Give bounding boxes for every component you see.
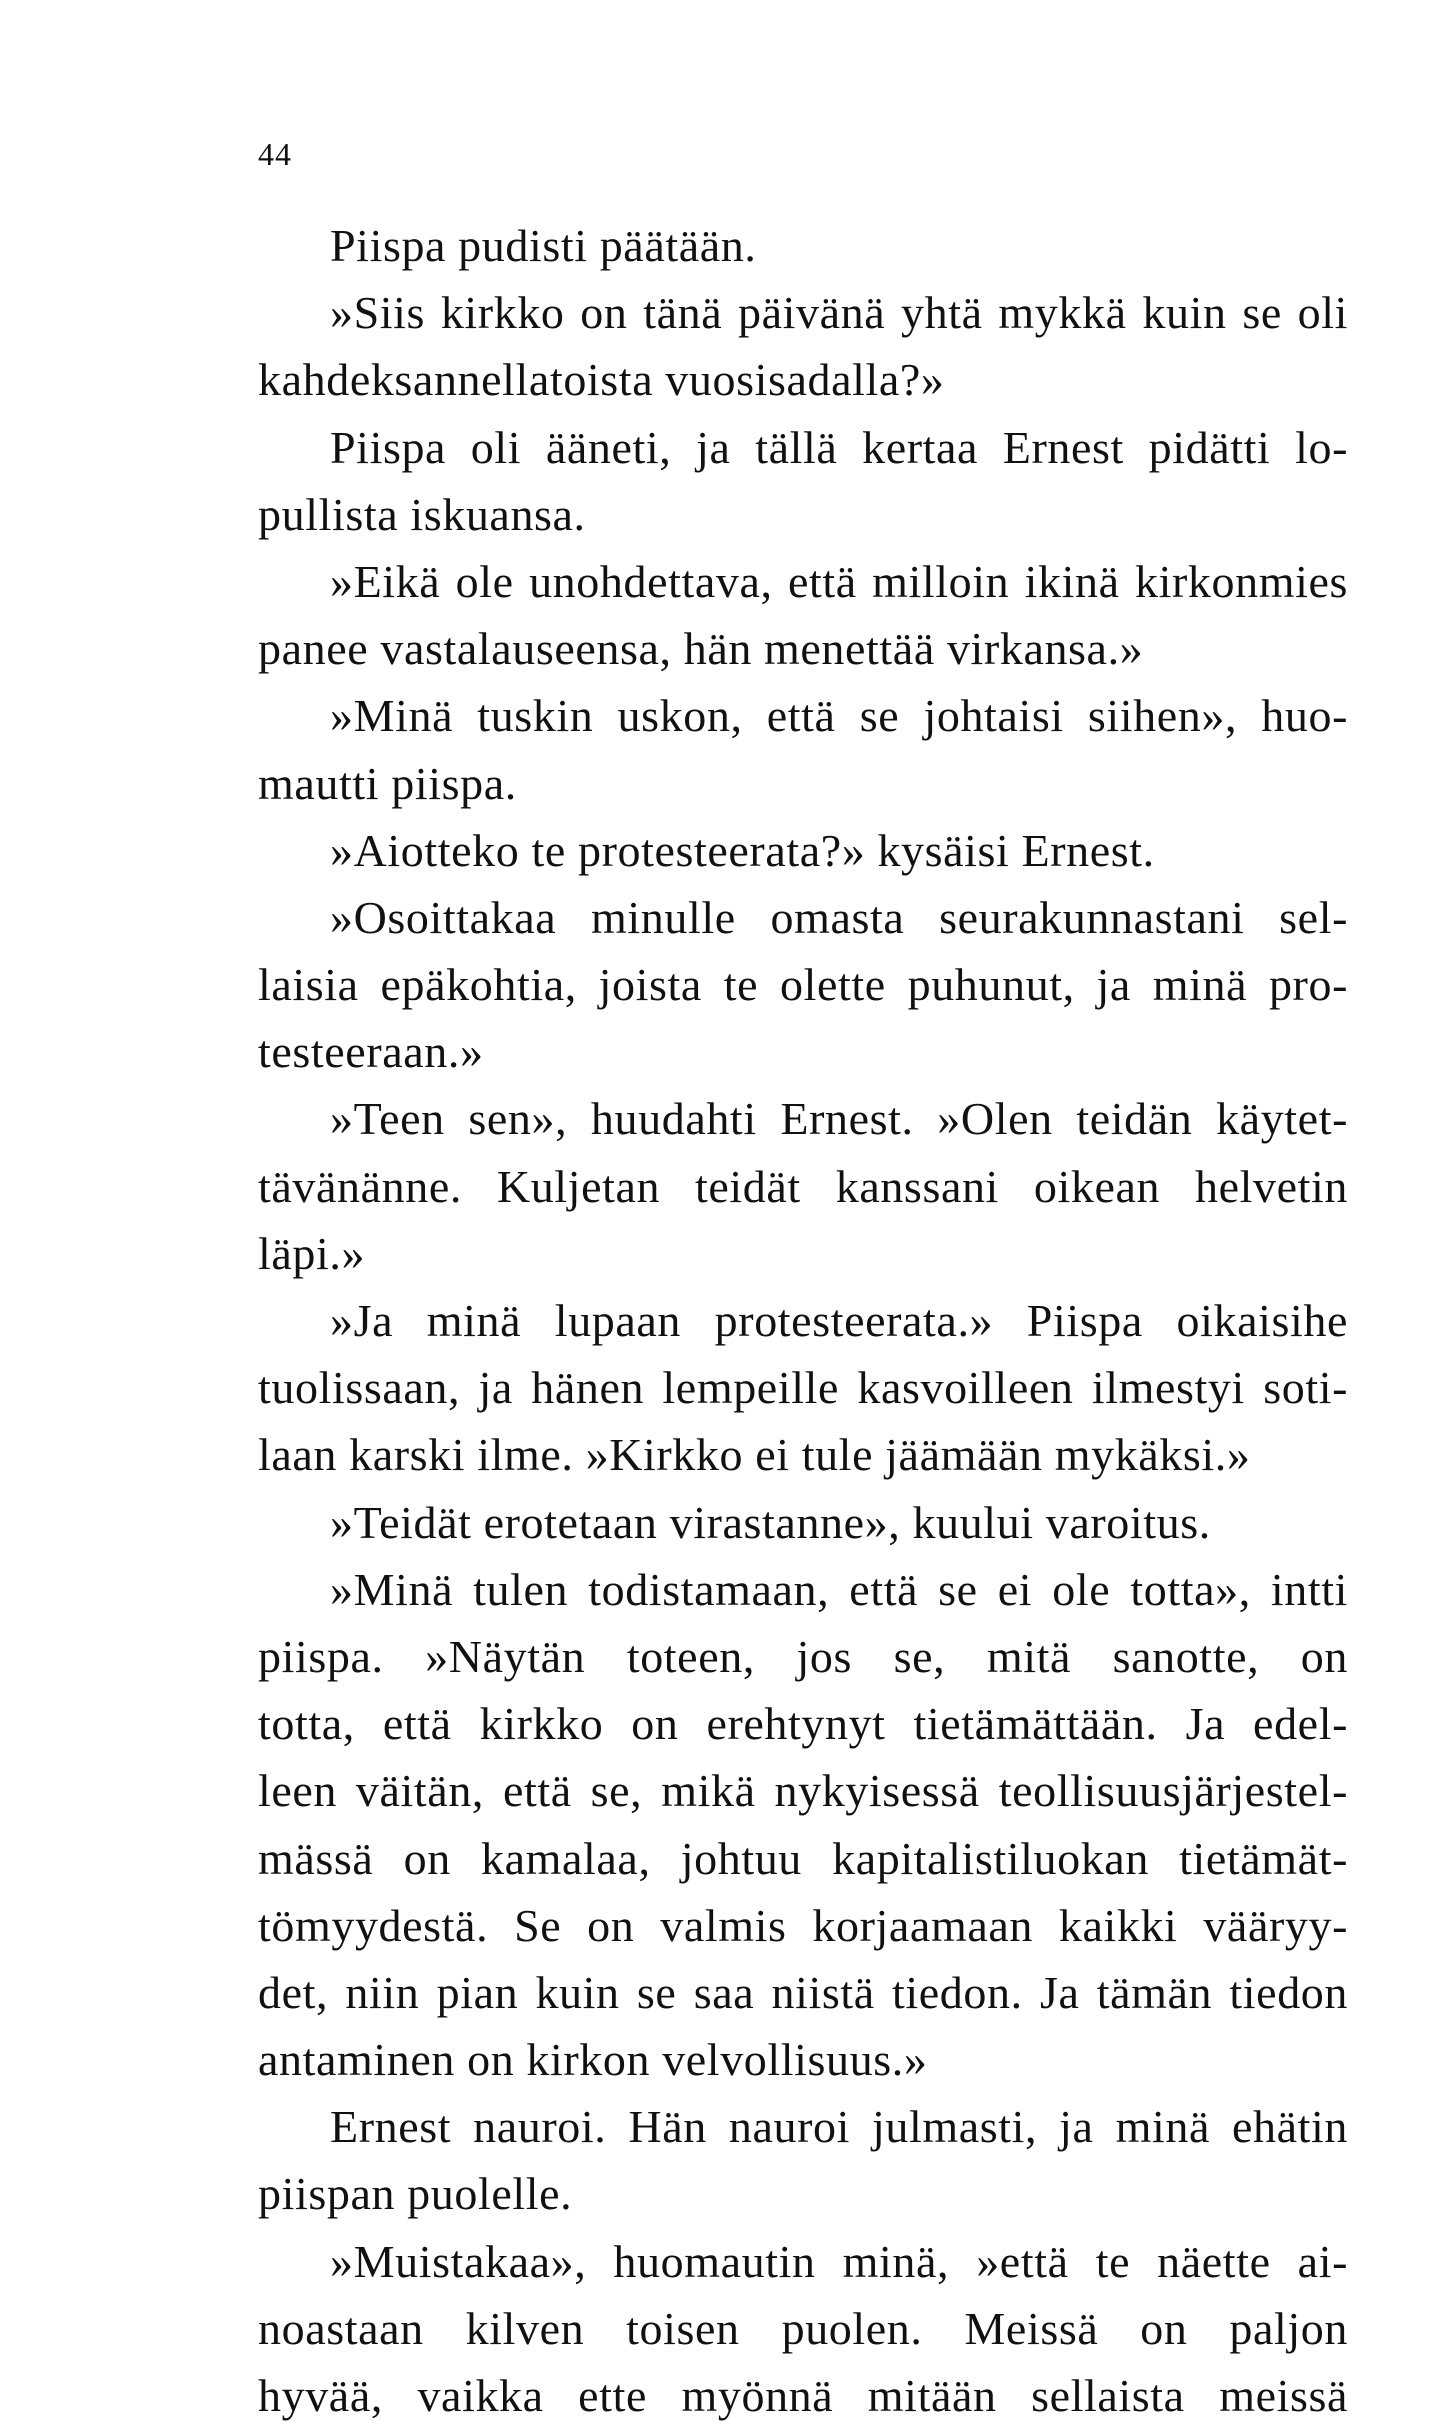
text-line: mautti piispa.: [258, 757, 517, 809]
text-line: laisia epäkohtia, joista te olette puhunut, ja minä pro-: [258, 959, 1348, 1011]
text-line: »Osoittakaa minulle omasta seurakunnastani sel-: [330, 891, 1348, 943]
text-line: Piispa pudisti päätään.: [330, 220, 757, 271]
text-line: »Teen sen», huudahti Ernest. »Olen teidän käytet-: [330, 1093, 1348, 1145]
text-line: »Eikä ole unohdettava, että milloin ikinä kirkonmies: [330, 555, 1348, 607]
text-line: kahdeksannellatoista vuosisadalla?»: [258, 354, 945, 406]
text-line: »Muistakaa», huomautin minä, »että te näette ai-: [330, 2235, 1348, 2287]
text-line: testeeraan.»: [258, 1026, 484, 1078]
text-line: »Aiotteko te protesteerata?» kysäisi Ernest.: [330, 824, 1155, 876]
text-line: »Minä tulen todistamaan, että se ei ole totta», intti: [330, 1563, 1348, 1615]
text-line: piispa. »Näytän toteen, jos se, mitä sanotte, on: [258, 1630, 1348, 1682]
text-line: »Minä tuskin uskon, että se johtaisi siihen», huo-: [330, 690, 1348, 742]
text-line: antaminen on kirkon velvollisuus.»: [258, 2034, 928, 2086]
text-line: »Teidät erotetaan virastanne», kuului varoitus.: [330, 1496, 1211, 1548]
text-line: laan karski ilme. »Kirkko ei tule jäämään mykäksi.»: [258, 1429, 1251, 1481]
text-line: hyvää, vaikka ette myönnä mitään sellaista meissä: [258, 2370, 1348, 2421]
text-line: mässä on kamalaa, johtuu kapitalistiluokan tietämät-: [258, 1832, 1348, 1884]
text-line: Piispa oli ääneti, ja tällä kertaa Ernest pidätti lo-: [330, 421, 1348, 473]
text-line: totta, että kirkko on erehtynyt tietämättään. Ja edel-: [258, 1698, 1348, 1750]
text-line: Ernest nauroi. Hän nauroi julmasti, ja minä ehätin: [330, 2101, 1348, 2153]
text-line: tömyydestä. Se on valmis korjaamaan kaikki vääryy-: [258, 1899, 1348, 1951]
text-line: piispan puolelle.: [258, 2168, 573, 2220]
text-line: »Siis kirkko on tänä päivänä yhtä mykkä kuin se oli: [330, 287, 1348, 339]
page-number: 44: [258, 136, 292, 172]
text-line: noastaan kilven toisen puolen. Meissä on paljon: [258, 2302, 1348, 2354]
text-line: tuolissaan, ja hänen lempeille kasvoilleen ilmestyi soti-: [258, 1362, 1348, 1414]
text-line: leen väitän, että se, mikä nykyisessä teollisuusjärjestel-: [258, 1765, 1348, 1817]
text-line: »Ja minä lupaan protesteerata.» Piispa oikaisihe: [330, 1295, 1348, 1346]
text-line: panee vastalauseensa, hän menettää virkansa.»: [258, 623, 1144, 675]
text-line: läpi.»: [258, 1227, 366, 1279]
text-line: pullista iskuansa.: [258, 488, 586, 540]
text-line: tävänänne. Kuljetan teidät kanssani oikean helvetin: [258, 1160, 1348, 1212]
body-text: [258, 212, 1348, 2429]
text-line: det, niin pian kuin se saa niistä tiedon. Ja tämän tiedon: [258, 1966, 1348, 2018]
